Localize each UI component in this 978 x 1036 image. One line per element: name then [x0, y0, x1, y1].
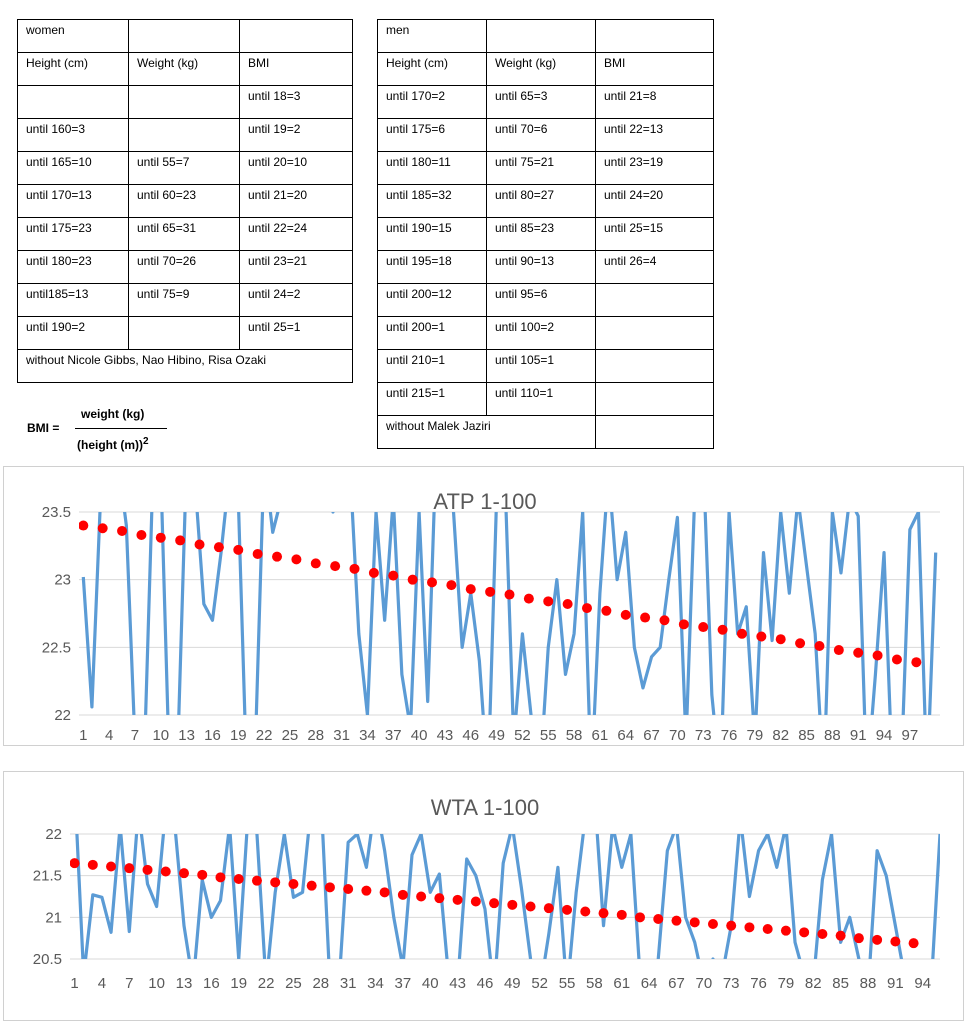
x-tick-label: 97 [901, 727, 919, 744]
table-row [378, 86, 714, 119]
trend-point [380, 887, 390, 897]
table-cell: until 170=13 [18, 185, 129, 218]
trend-point [197, 870, 207, 880]
trend-point [398, 890, 408, 900]
table-cell: until 24=20 [596, 185, 714, 218]
table-cell [596, 383, 714, 416]
table-cell: until 175=23 [18, 218, 129, 251]
trend-point [272, 552, 282, 562]
x-tick-label: 76 [720, 727, 738, 744]
table-cell: until 70=6 [487, 119, 596, 152]
x-tick-label: 61 [613, 975, 631, 992]
table-cell: until 90=13 [487, 251, 596, 284]
trend-point [388, 571, 398, 581]
table-cell [18, 86, 129, 119]
x-tick-label: 61 [591, 727, 609, 744]
trend-point [526, 902, 536, 912]
trend-point [325, 882, 335, 892]
trend-point [873, 650, 883, 660]
formula-numerator: weight (kg) [81, 407, 145, 421]
table-cell: women [18, 20, 129, 53]
trend-point [311, 558, 321, 568]
trend-point [179, 868, 189, 878]
table-cell [596, 317, 714, 350]
y-tick-label: 21 [45, 909, 62, 927]
trend-point [563, 599, 573, 609]
trend-point [253, 549, 263, 559]
x-tick-label: 58 [586, 975, 603, 992]
formula-exponent: 2 [142, 436, 149, 447]
x-tick-label: 16 [203, 975, 220, 992]
table-row [18, 317, 353, 350]
table-row [378, 119, 714, 152]
x-tick-label: 13 [175, 975, 193, 992]
table-cell: until 170=2 [378, 86, 487, 119]
trend-point [234, 874, 244, 884]
x-tick-label: 19 [230, 975, 248, 992]
table-cell: until 195=18 [378, 251, 487, 284]
table-row [18, 284, 353, 317]
trend-point [252, 876, 262, 886]
x-tick-label: 79 [777, 975, 795, 992]
table-cell: men [378, 20, 487, 53]
table-cell [596, 284, 714, 317]
trend-point [726, 921, 736, 931]
trend-point [744, 922, 754, 932]
trend-point [233, 545, 243, 555]
table-row [378, 284, 714, 317]
trend-point [679, 619, 689, 629]
x-tick-label: 40 [410, 727, 428, 744]
x-tick-label: 7 [125, 975, 134, 992]
trend-point [544, 903, 554, 913]
trend-point [408, 575, 418, 585]
y-tick-label: 22 [54, 707, 71, 724]
table-cell: until 160=3 [18, 119, 129, 152]
trend-point [756, 632, 766, 642]
trend-point [195, 539, 205, 549]
trend-point [507, 900, 517, 910]
women-table [17, 19, 353, 383]
trend-point [343, 884, 353, 894]
atp-chart [3, 466, 964, 746]
table-cell: until 105=1 [487, 350, 596, 383]
x-tick-label: 82 [804, 975, 822, 992]
table-cell: until 23=21 [240, 251, 353, 284]
table-cell [487, 20, 596, 53]
x-tick-label: 70 [669, 727, 686, 744]
atp-chart-svg [4, 467, 965, 747]
x-tick-label: 43 [449, 975, 466, 992]
trend-point [70, 858, 80, 868]
trend-point [427, 577, 437, 587]
trend-point [640, 613, 650, 623]
table-cell: until 25=1 [240, 317, 353, 350]
table-row [18, 251, 353, 284]
chart-title: WTA 1-100 [430, 795, 540, 820]
x-tick-label: 43 [436, 727, 454, 744]
x-tick-label: 88 [859, 975, 877, 992]
trend-point [124, 863, 134, 873]
table-footer-note: without Malek Jaziri [378, 416, 596, 449]
table-cell: BMI [240, 53, 353, 86]
table-row [378, 251, 714, 284]
y-tick-label: 23 [54, 571, 71, 589]
x-tick-label: 64 [617, 727, 635, 744]
trend-point [434, 893, 444, 903]
x-tick-label: 52 [531, 975, 549, 992]
trend-point [659, 615, 669, 625]
trend-point [909, 938, 919, 948]
table-cell [129, 20, 240, 53]
formula-lhs: BMI = [27, 421, 60, 435]
trend-point [836, 931, 846, 941]
trend-point [690, 917, 700, 927]
table-cell: until 210=1 [378, 350, 487, 383]
trend-point [890, 937, 900, 947]
table-cell: until 65=3 [487, 86, 596, 119]
men-table-body [378, 20, 714, 449]
table-footer-row [378, 416, 714, 449]
table-cell: until 100=2 [487, 317, 596, 350]
wta-chart [3, 771, 964, 1021]
y-tick-label: 22 [45, 826, 62, 843]
trend-point [471, 897, 481, 907]
trend-point [143, 865, 153, 875]
y-tick-label: 23.5 [41, 504, 71, 521]
trend-point [872, 935, 882, 945]
x-tick-label: 49 [488, 727, 505, 744]
x-tick-label: 25 [281, 727, 299, 744]
table-cell: until 185=32 [378, 185, 487, 218]
trend-point [88, 860, 98, 870]
x-tick-label: 40 [421, 975, 439, 992]
trend-point [78, 521, 88, 531]
table-row [18, 152, 353, 185]
trend-point [270, 877, 280, 887]
table-cell: until 215=1 [378, 383, 487, 416]
table-cell [596, 416, 714, 449]
table-cell: until 19=2 [240, 119, 353, 152]
trend-point [653, 914, 663, 924]
x-tick-label: 55 [558, 975, 576, 992]
table-cell: until 18=3 [240, 86, 353, 119]
table-cell: until 24=2 [240, 284, 353, 317]
trend-point [911, 657, 921, 667]
table-row [18, 185, 353, 218]
x-tick-label: 31 [339, 975, 357, 992]
trend-point [161, 867, 171, 877]
table-cell: until 190=2 [18, 317, 129, 350]
table-cell: until 75=9 [129, 284, 240, 317]
trend-point [892, 655, 902, 665]
trend-point [671, 916, 681, 926]
trend-point [795, 638, 805, 648]
table-row [378, 152, 714, 185]
x-tick-label: 19 [229, 727, 247, 744]
table-row [378, 218, 714, 251]
formula-denominator-text: (height (m)) [77, 438, 143, 452]
bmi-formula [27, 400, 187, 456]
table-row [378, 185, 714, 218]
trend-point [708, 919, 718, 929]
x-tick-label: 1 [70, 975, 79, 992]
trend-point [834, 645, 844, 655]
x-tick-label: 94 [914, 975, 932, 992]
x-tick-label: 58 [565, 727, 583, 744]
table-cell: until 190=15 [378, 218, 487, 251]
table-cell: until 25=15 [596, 218, 714, 251]
table-row [378, 20, 714, 53]
y-tick-label: 22.5 [41, 639, 71, 657]
table-cell: until 55=7 [129, 152, 240, 185]
trend-point [291, 554, 301, 564]
table-cell: Weight (kg) [129, 53, 240, 86]
table-cell [129, 119, 240, 152]
table-cell: until 95=6 [487, 284, 596, 317]
x-tick-label: 64 [640, 975, 658, 992]
x-tick-label: 73 [694, 727, 712, 744]
trend-point [580, 907, 590, 917]
x-tick-label: 52 [514, 727, 531, 744]
trend-point [453, 895, 463, 905]
trend-point [489, 898, 499, 908]
trend-point [215, 872, 225, 882]
x-tick-label: 85 [832, 975, 849, 992]
table-row [378, 53, 714, 86]
table-row [378, 317, 714, 350]
trend-point [214, 542, 224, 552]
table-cell [240, 20, 353, 53]
trend-point [562, 905, 572, 915]
chart-title: ATP 1-100 [433, 489, 537, 514]
trend-point [698, 622, 708, 632]
table-cell: until185=13 [18, 284, 129, 317]
x-tick-label: 31 [333, 727, 350, 744]
trend-point [369, 568, 379, 578]
trend-point [330, 561, 340, 571]
x-tick-label: 91 [849, 727, 867, 744]
x-tick-label: 10 [152, 727, 170, 744]
table-cell [129, 86, 240, 119]
x-tick-label: 76 [750, 975, 767, 992]
x-tick-label: 34 [359, 727, 376, 744]
men-table [377, 19, 714, 449]
trend-point [763, 924, 773, 934]
trend-point [814, 641, 824, 651]
x-tick-label: 22 [257, 975, 275, 992]
trend-point [853, 648, 863, 658]
x-tick-label: 10 [148, 975, 165, 992]
trend-point [350, 564, 360, 574]
x-tick-label: 28 [312, 975, 330, 992]
trend-point [621, 610, 631, 620]
trend-point [416, 892, 426, 902]
table-cell: until 75=21 [487, 152, 596, 185]
x-tick-label: 16 [204, 727, 221, 744]
trend-point [307, 881, 317, 891]
x-tick-label: 79 [746, 727, 764, 744]
table-row [18, 86, 353, 119]
table-cell: until 165=10 [18, 152, 129, 185]
x-tick-label: 34 [367, 975, 384, 992]
trend-point [485, 587, 495, 597]
table-cell [596, 20, 714, 53]
y-tick-label: 21.5 [32, 867, 62, 885]
trend-point [599, 908, 609, 918]
x-tick-label: 37 [384, 727, 402, 744]
table-footer-note: without Nicole Gibbs, Nao Hibino, Risa Ozaki [18, 350, 353, 383]
x-tick-label: 46 [476, 975, 494, 992]
trend-point [98, 523, 108, 533]
x-tick-label: 67 [643, 727, 660, 744]
table-cell: until 21=20 [240, 185, 353, 218]
table-cell: until 20=10 [240, 152, 353, 185]
table-cell: until 200=12 [378, 284, 487, 317]
table-cell [596, 350, 714, 383]
table-cell: until 22=13 [596, 119, 714, 152]
table-row [18, 53, 353, 86]
table-cell: until 200=1 [378, 317, 487, 350]
table-cell: until 70=26 [129, 251, 240, 284]
x-tick-label: 70 [695, 975, 713, 992]
x-tick-label: 13 [178, 727, 195, 744]
trend-point [361, 886, 371, 896]
x-tick-label: 28 [307, 727, 325, 744]
x-tick-label: 25 [285, 975, 302, 992]
table-cell: Height (cm) [18, 53, 129, 86]
table-cell: until 23=19 [596, 152, 714, 185]
trend-point [854, 933, 864, 943]
table-cell: until 180=11 [378, 152, 487, 185]
x-tick-label: 94 [875, 727, 893, 744]
trend-point [617, 910, 627, 920]
trend-point [446, 580, 456, 590]
x-tick-label: 4 [97, 975, 107, 992]
x-tick-label: 85 [798, 727, 815, 744]
trend-point [106, 862, 116, 872]
x-tick-label: 7 [130, 727, 140, 744]
trend-point [582, 603, 592, 613]
table-cell: until 65=31 [129, 218, 240, 251]
table-cell: until 60=23 [129, 185, 240, 218]
table-cell: BMI [596, 53, 714, 86]
table-cell: until 80=27 [487, 185, 596, 218]
table-cell: until 22=24 [240, 218, 353, 251]
trend-point [175, 535, 185, 545]
x-tick-label: 82 [772, 727, 790, 744]
trend-point [288, 879, 298, 889]
trend-point [817, 929, 827, 939]
trend-point [718, 625, 728, 635]
table-cell: Height (cm) [378, 53, 487, 86]
table-cell [129, 317, 240, 350]
wta-chart-svg [4, 772, 965, 1022]
x-tick-label: 46 [462, 727, 480, 744]
table-row [18, 20, 353, 53]
trend-point [737, 629, 747, 639]
x-tick-label: 67 [668, 975, 685, 992]
table-cell: Weight (kg) [487, 53, 596, 86]
table-cell: until 180=23 [18, 251, 129, 284]
trend-point [466, 584, 476, 594]
table-row [18, 119, 353, 152]
table-cell: until 110=1 [487, 383, 596, 416]
trend-point [601, 606, 611, 616]
x-tick-label: 4 [104, 727, 114, 744]
table-cell: until 85=23 [487, 218, 596, 251]
women-table-body [18, 20, 353, 383]
x-tick-label: 37 [394, 975, 412, 992]
trend-point [136, 530, 146, 540]
trend-point [524, 594, 534, 604]
trend-point [781, 926, 791, 936]
table-row [378, 350, 714, 383]
trend-point [799, 927, 809, 937]
x-tick-label: 55 [539, 727, 557, 744]
x-tick-label: 22 [255, 727, 273, 744]
formula-fraction-bar [75, 428, 167, 429]
trend-point [117, 526, 127, 536]
x-tick-label: 91 [887, 975, 904, 992]
trend-point [776, 634, 786, 644]
trend-point [156, 533, 166, 543]
table-cell: until 175=6 [378, 119, 487, 152]
table-cell: until 21=8 [596, 86, 714, 119]
table-row [378, 383, 714, 416]
table-row [18, 218, 353, 251]
x-tick-label: 73 [722, 975, 740, 992]
trend-point [505, 590, 515, 600]
trend-point [543, 596, 553, 606]
trend-point [635, 912, 645, 922]
x-tick-label: 49 [503, 975, 521, 992]
formula-denominator [77, 436, 149, 452]
y-tick-label: 20.5 [32, 951, 62, 968]
x-tick-label: 88 [824, 727, 841, 744]
table-footer-row [18, 350, 353, 383]
x-tick-label: 1 [79, 727, 88, 744]
table-cell: until 26=4 [596, 251, 714, 284]
